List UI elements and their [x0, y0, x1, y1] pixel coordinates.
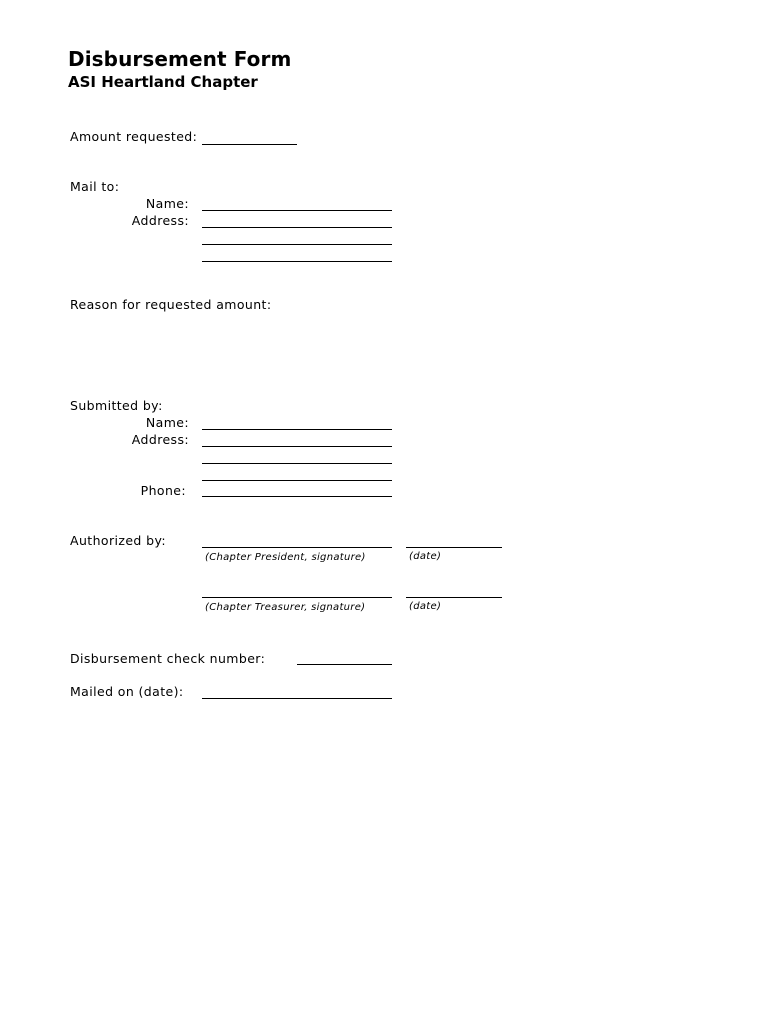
- mail-to-address-label: Address:: [131, 213, 189, 228]
- amount-requested-label: Amount requested:: [70, 129, 198, 144]
- reason-label: Reason for requested amount:: [70, 297, 272, 312]
- president-signature-field[interactable]: [202, 547, 392, 548]
- treasurer-date-field[interactable]: [406, 597, 502, 598]
- submitted-by-address-line-2[interactable]: [202, 463, 392, 464]
- president-signature-caption: (Chapter President, signature): [205, 552, 366, 563]
- form-title: Disbursement Form: [68, 47, 292, 71]
- submitted-by-phone-label: Phone:: [140, 483, 186, 498]
- submitted-by-address-label: Address:: [131, 432, 189, 447]
- mail-to-address-line-1[interactable]: [202, 227, 392, 228]
- submitted-by-address-line-3[interactable]: [202, 480, 392, 481]
- amount-requested-field[interactable]: [202, 144, 297, 145]
- submitted-by-name-field[interactable]: [202, 429, 392, 430]
- president-date-field[interactable]: [406, 547, 502, 548]
- mail-to-address-line-2[interactable]: [202, 244, 392, 245]
- chapter-name: ASI Heartland Chapter: [68, 73, 258, 91]
- treasurer-signature-caption: (Chapter Treasurer, signature): [205, 602, 366, 613]
- treasurer-date-caption: (date): [409, 601, 442, 612]
- mail-to-address-line-3[interactable]: [202, 261, 392, 262]
- mail-to-label: Mail to:: [70, 179, 120, 194]
- submitted-by-name-label: Name:: [145, 415, 189, 430]
- president-date-caption: (date): [409, 551, 442, 562]
- mailed-on-label: Mailed on (date):: [70, 684, 184, 699]
- mailed-on-field[interactable]: [202, 698, 392, 699]
- check-number-label: Disbursement check number:: [70, 651, 266, 666]
- mail-to-name-field[interactable]: [202, 210, 392, 211]
- submitted-by-address-line-1[interactable]: [202, 446, 392, 447]
- submitted-by-label: Submitted by:: [70, 398, 163, 413]
- submitted-by-phone-field[interactable]: [202, 496, 392, 497]
- mail-to-name-label: Name:: [145, 196, 189, 211]
- check-number-field[interactable]: [297, 664, 392, 665]
- treasurer-signature-field[interactable]: [202, 597, 392, 598]
- authorized-by-label: Authorized by:: [70, 533, 166, 548]
